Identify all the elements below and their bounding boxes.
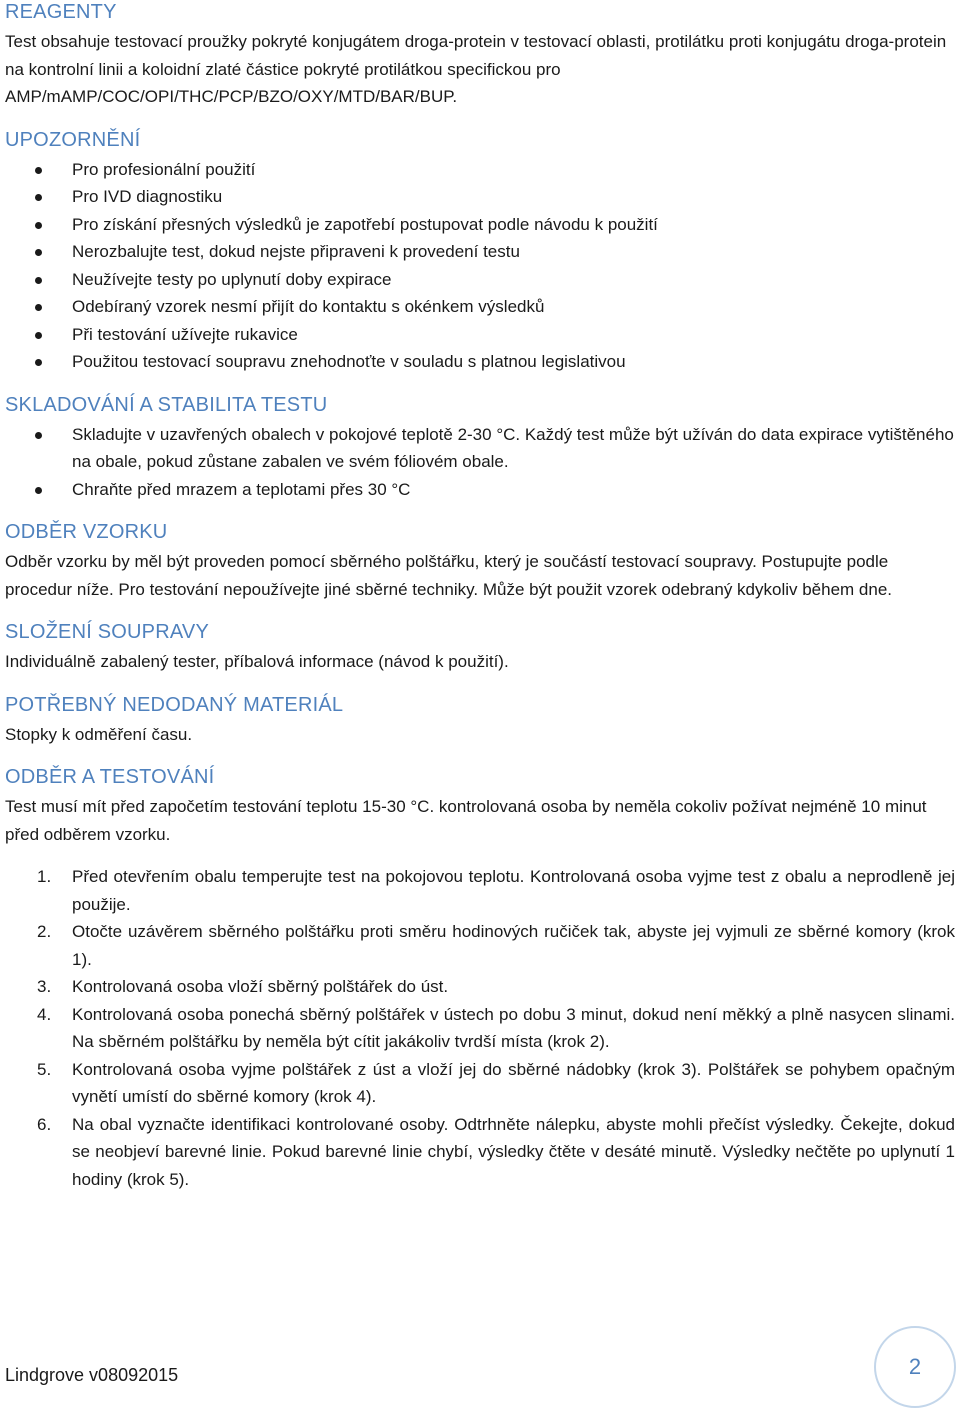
- heading-skladovani: SKLADOVÁNÍ A STABILITA TESTU: [5, 393, 328, 416]
- bullet-icon: [35, 249, 42, 256]
- heading-potrebny-material: POTŘEBNÝ NEDODANÝ MATERIÁL: [5, 693, 344, 716]
- bullet-icon: [35, 277, 42, 284]
- bullet-icon: [35, 304, 42, 311]
- page-number-badge: [874, 1326, 956, 1408]
- heading-odber-testovani: ODBĚR A TESTOVÁNÍ: [5, 766, 215, 788]
- upozorneni-list: [5, 156, 955, 376]
- page-number: 2: [908, 1354, 922, 1380]
- heading-slozeni: SLOŽENÍ SOUPRAVY: [5, 621, 209, 643]
- heading-upozorneni: UPOZORNĚNÍ: [5, 128, 141, 151]
- bullet-icon: [35, 194, 42, 201]
- list-item: Chraňte před mrazem a teplotami přes 30 °C: [5, 476, 955, 504]
- bullet-icon: [35, 487, 42, 494]
- heading-odber-vzorku: ODBĚR VZORKU: [5, 521, 168, 543]
- slozeni-text: Individuálně zabalený tester, příbalová informace (návod k použití).: [5, 652, 509, 671]
- odber-vzorku-text: Odběr vzorku by měl být proveden pomocí sběrného polštářku, který je součástí testovací soupravy. Postupujte podle procedur níže. Pro testování nepoužívejte jiné sběrné techniky. Může být použit vzorek odebraný kdykoliv během dne.: [5, 552, 893, 599]
- step-item: 3. Kontrolovaná osoba vloží sběrný polštářek do úst.: [37, 977, 449, 996]
- list-item: Skladujte v uzavřených obalech v pokojové teplotě 2-30 °C. Každý test může být užíván do data expirace vytištěného na obale, pokud zůstane zabalen ve svém fóliovém obale.: [5, 421, 955, 476]
- heading-reagenty: REAGENTY: [5, 1, 117, 23]
- potrebny-material-text: Stopky k odměření času.: [5, 724, 193, 744]
- list-item: Odebíraný vzorek nesmí přijít do kontaktu s okénkem výsledků: [5, 293, 955, 321]
- bullet-icon: [35, 167, 42, 174]
- step-item: 1. Před otevřením obalu temperujte test na pokojovou teplotu. Kontrolovaná osoba vyjme test z obalu a neprodleně jej použije.: [37, 867, 955, 914]
- step-item: 6. Na obal vyznačte identifikaci kontrolované osoby. Odtrhněte nálepku, abyste mohli přečíst výsledky. Čekejte, dokud se neobjeví barevné linie. Pokud barevné linie chybí, výsledky čtěte v desáté minutě. Výsledky nečtěte po uplynutí 1 hodiny (krok 5).: [37, 1114, 955, 1189]
- list-item: Pro IVD diagnostiku: [5, 183, 955, 211]
- testing-steps-list: [5, 863, 955, 1193]
- step-item: 5. Kontrolovaná osoba vyjme polštářek z úst a vloží jej do sběrné nádobky (krok 3). Polštářek se pohybem opačným vynětí umístí do sběrné komory (krok 4).: [37, 1059, 955, 1106]
- list-item: Neužívejte testy po uplynutí doby expirace: [5, 266, 955, 294]
- list-item: Použitou testovací soupravu znehodnoťte v souladu s platnou legislativou: [5, 348, 955, 376]
- reagenty-text: Test obsahuje testovací proužky pokryté konjugátem droga-protein v testovací oblasti, protilátku proti konjugátu droga-protein na kontrolní linii a koloidní zlaté částice pokryté protilátkou specifickou pro AMP/mAMP/COC/OPI/THC/PCP/BZO/OXY/MTD/BAR/BUP.: [5, 32, 947, 106]
- skladovani-list: [5, 421, 955, 504]
- step-item: 4. Kontrolovaná osoba ponechá sběrný polštářek v ústech po dobu 3 minut, dokud není měkký a plně nasycen slinami. Na sběrném polštářku by neměla být cítit jakákoliv tvrdší místa (krok 2).: [37, 1004, 955, 1051]
- bullet-icon: [35, 332, 42, 339]
- odber-testovani-intro: Test musí mít před započetím testování teplotu 15-30 °C. kontrolovaná osoba by neměla cokoliv požívat nejméně 10 minut před odběrem vzorku.: [5, 797, 927, 844]
- list-item: Pro profesionální použití: [5, 156, 955, 184]
- list-item: Nerozbalujte test, dokud nejste připraveni k provedení testu: [5, 238, 955, 266]
- document-page: [5, 0, 955, 1193]
- list-item: Pro získání přesných výsledků je zapotřebí postupovat podle návodu k použití: [5, 211, 955, 239]
- step-item: 2. Otočte uzávěrem sběrného polštářku proti směru hodinových ručiček tak, abyste jej vyjmuli ze sběrné komory (krok 1).: [37, 922, 955, 969]
- bullet-icon: [35, 432, 42, 439]
- bullet-icon: [35, 359, 42, 366]
- bullet-icon: [35, 222, 42, 229]
- list-item: Při testování užívejte rukavice: [5, 321, 955, 349]
- footer-doc-id: Lindgrove v08092015: [5, 1365, 179, 1385]
